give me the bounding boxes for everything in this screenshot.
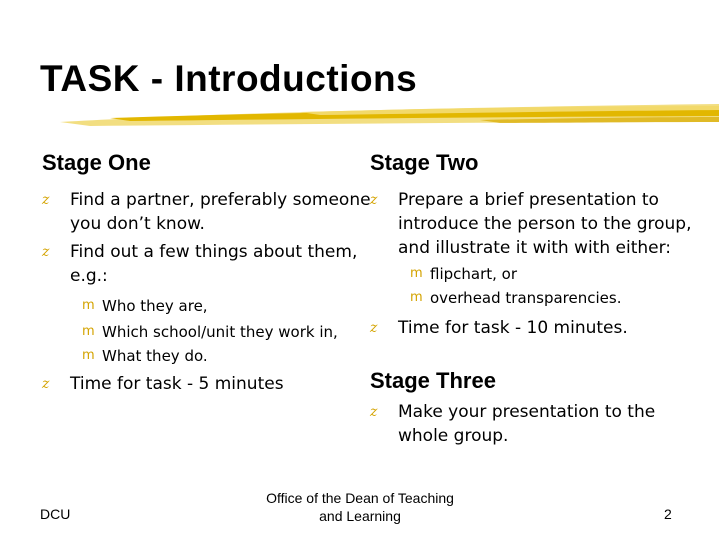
footer-office-line-2: and Learning	[319, 508, 401, 524]
bullet-icon: z	[42, 244, 50, 260]
sub-list-item: m overhead transparencies.	[370, 286, 710, 310]
sub-list-item: m Which school/unit they work in,	[42, 320, 372, 344]
stage-one-list	[42, 188, 372, 396]
sub-bullet-icon: m	[82, 324, 95, 339]
stage-three-heading: Stage Three	[370, 368, 496, 393]
footer-office-line-1: Office of the Dean of Teaching	[266, 490, 454, 506]
sub-list-item: m Who they are,	[42, 294, 372, 318]
sub-list-item: m What they do.	[42, 344, 372, 368]
title-underline-brush	[0, 100, 720, 136]
bullet-icon: z	[370, 192, 378, 208]
list-item: z Prepare a brief presentation to introduce the person to the group, and illustrate it with with either:	[370, 190, 692, 258]
list-item: z Make your presentation to the whole group.	[370, 402, 656, 446]
slide-title: TASK - Introductions	[40, 58, 418, 99]
list-item: z Time for task - 5 minutes	[42, 374, 284, 394]
bullet-icon: z	[42, 376, 50, 392]
page-number: 2	[664, 506, 672, 522]
stage-two-column	[370, 150, 710, 448]
sub-bullet-icon: m	[410, 266, 423, 281]
sub-bullet-icon: m	[410, 290, 423, 305]
list-item: z Find a partner, preferably someone you don’t know.	[42, 190, 371, 234]
stage-two-heading: Stage Two	[370, 150, 479, 175]
sub-bullet-icon: m	[82, 298, 95, 313]
stage-two-list	[370, 188, 710, 340]
bullet-icon: z	[370, 320, 378, 336]
stage-one-heading: Stage One	[42, 150, 151, 175]
sub-list-item: m flipchart, or	[370, 262, 710, 286]
stage-one-column	[42, 150, 372, 396]
stage-three-list	[370, 400, 710, 448]
bullet-icon: z	[42, 192, 50, 208]
sub-bullet-icon: m	[82, 348, 95, 363]
footer-office	[250, 489, 470, 525]
list-item: z Find out a few things about them, e.g.:	[42, 242, 358, 286]
bullet-icon: z	[370, 404, 378, 420]
list-item: z Time for task - 10 minutes.	[370, 318, 628, 338]
footer-organization: DCU	[40, 506, 71, 522]
